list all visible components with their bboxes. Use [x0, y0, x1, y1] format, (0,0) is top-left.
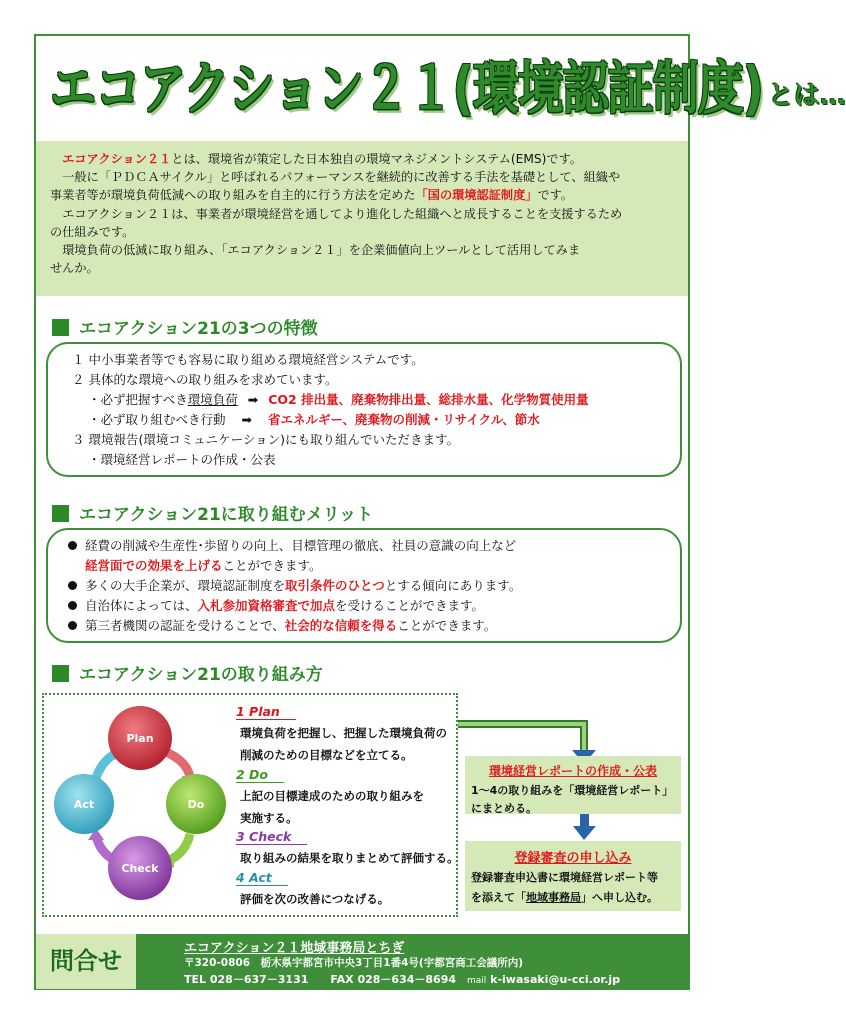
contact-org: エコアクション２１地域事務局とちぎ: [184, 941, 405, 956]
apply-text-2a: を添えて「: [471, 891, 526, 904]
merit-2-red: 取引条件のひとつ: [285, 578, 385, 593]
arrow-plan-do: [166, 752, 190, 778]
feature-2a-label: ・必ず把握すべき: [88, 392, 188, 407]
feature-2a-red: CO2 排出量、廃棄物排出量、総排水量、化学物質使用量: [268, 392, 589, 407]
merit-4-red: 社会的な信頼を得る: [284, 618, 398, 633]
apply-title: 登録審査の申し込み: [514, 851, 632, 866]
feature-2a: [72, 390, 680, 410]
step-do-text: [240, 785, 424, 829]
intro-p2a: 一般に「ＰＤＣＡサイクル」と呼ばれるパフォーマンスを継続的に改善する手法を基礎として、組織や: [62, 170, 621, 185]
step-act-text-1: 評価を次の改善につなげる。: [240, 892, 390, 906]
step-plan-text: [240, 722, 447, 766]
bullet-dot-icon: [68, 581, 77, 590]
section-features-heading: [52, 314, 318, 339]
merit-2-text-b: とする傾向にあります。: [384, 578, 522, 593]
merit-4-text-b: ことができます。: [397, 618, 497, 633]
intro-p1-text: とは、環境省が策定した日本独自の環境マネジメントシステム(EMS)です。: [171, 152, 582, 166]
report-title: 環境経営レポートの作成・公表: [488, 764, 657, 778]
section-howto-heading: [52, 660, 323, 685]
mail-label: mail: [467, 976, 487, 986]
feature-2: ２ 具体的な環境への取り組みを求めています。: [72, 372, 338, 387]
merit-2: [68, 576, 680, 596]
bullet-dot-icon: [68, 621, 77, 630]
step-act-text: [240, 888, 389, 910]
connector-line-inner: [458, 724, 584, 752]
section-features-title: エコアクション21の3つの特徴: [79, 319, 318, 339]
contact-address: 〒320-0806 栃木県宇都宮市中央3丁目1番4号(宇都宮商工会議所内): [184, 957, 524, 969]
intro-p2b-text: 事業者等が環境負荷低減への取り組みを自主的に行う方法を定めた: [50, 188, 416, 203]
report-text-1: 1～4の取り組みを「環境経営レポート」: [471, 784, 674, 797]
merit-1: [68, 536, 680, 556]
step-plan-text-2: 削減のための目標などを立てる。: [240, 748, 413, 762]
contact-email[interactable]: k-iwasaki@u-cci.or.jp: [490, 973, 621, 986]
merit-1b-text: ことができます。: [222, 558, 322, 573]
step-plan-text-1: 環境負荷を把握し、把握した環境負荷の: [240, 726, 447, 740]
bullet-dot-icon: [68, 601, 77, 610]
apply-text-2: [465, 888, 681, 908]
contact-tel-fax: [184, 971, 620, 987]
apply-box: [465, 841, 681, 911]
merit-4-text-a: 第三者機関の認証を受けることで、: [85, 618, 285, 633]
intro-p3b: の仕組みです。: [50, 224, 135, 239]
apply-text-2b: 」へ申し込む。: [581, 891, 658, 904]
merit-4: [68, 616, 680, 636]
step-plan-name: 1 Plan: [236, 704, 296, 720]
title-sub: とは…: [767, 81, 846, 111]
step-do-name: 2 Do: [236, 767, 284, 783]
intro-p4b: せんか。: [50, 261, 99, 276]
section-howto-title: エコアクション21の取り組み方: [79, 665, 323, 685]
intro-panel: [36, 141, 688, 296]
check-label: Check: [121, 862, 159, 875]
feature-2a-underline: 環境負荷: [187, 392, 238, 407]
report-box: [465, 756, 681, 814]
report-text-2: にまとめる。: [471, 802, 537, 815]
act-label: Act: [73, 798, 95, 811]
pdca-cycle-diagram: [48, 700, 238, 910]
merit-3-text-b: を受けることができます。: [335, 598, 485, 613]
title-main: エコアクション２１(環境認証制度): [50, 54, 763, 122]
page-title: [50, 48, 846, 128]
feature-1: １ 中小事業者等でも容易に取り組める環境経営システムです。: [72, 352, 424, 367]
intro-p2b: [50, 186, 674, 204]
step-do-text-2: 実施する。: [240, 811, 298, 825]
plan-label: Plan: [126, 732, 154, 745]
feature-2b-label: ・必ず取り組むべき行動: [88, 412, 226, 427]
feature-3a: ・環境経営レポートの作成・公表: [88, 452, 276, 467]
arrow-right-icon: ➡: [247, 392, 259, 407]
merit-3-red: 入札参加資格審査で加点: [197, 598, 336, 613]
square-bullet-icon: [52, 665, 69, 682]
merit-2-text-a: 多くの大手企業が、環境認証制度を: [85, 578, 286, 593]
square-bullet-icon: [52, 505, 69, 522]
intro-p4a: 環境負荷の低減に取り組み、「エコアクション２１」を企業価値向上ツールとして活用してみま: [62, 243, 581, 258]
intro-p3a: エコアクション２１は、事業者が環境経営を通してより進化した組織へと成長することを支援するため: [62, 206, 623, 221]
step-do-text-1: 上記の目標達成のための取り組みを: [240, 789, 424, 803]
merit-1-text: 経費の削減や生産性･歩留りの向上、目標管理の徹底、社員の意識の向上など: [85, 538, 517, 553]
down-arrow-icon: [573, 826, 596, 840]
contact-footer: [36, 934, 688, 989]
step-act-name: 4 Act: [236, 870, 288, 886]
feature-3: ３ 環境報告(環境コミュニケーション)にも取り組んでいただきます。: [72, 432, 459, 447]
contact-label: 問合せ: [36, 934, 136, 989]
square-bullet-icon: [52, 319, 69, 336]
contact-tel: TEL 028－637－3131 FAX 028－634－8694: [184, 973, 457, 986]
merits-box: [46, 528, 682, 643]
section-merits-title: エコアクション21に取り組むメリット: [79, 505, 374, 525]
merit-3: [68, 596, 680, 616]
step-check-text-1: 取り組みの結果を取りまとめて評価する。: [240, 851, 459, 865]
bullet-dot-icon: [68, 541, 77, 550]
merit-1b-red: 経営面での効果を上げる: [85, 558, 223, 573]
arrow-right-icon: ➡: [241, 412, 252, 427]
intro-p2c-text: です。: [537, 188, 574, 203]
step-check-text: [240, 847, 459, 869]
section-merits-heading: [52, 500, 373, 525]
merit-1b: [68, 556, 680, 576]
intro-p1: [50, 150, 674, 168]
merit-3-text-a: 自治体によっては、: [85, 598, 198, 613]
features-box: [46, 342, 682, 477]
connector-line: [458, 724, 584, 752]
do-label: Do: [187, 798, 205, 811]
intro-national-cert-red: 「国の環境認証制度」: [415, 188, 538, 203]
apply-text-1: 登録審査申込書に環境経営レポート等: [471, 871, 658, 884]
step-check-name: 3 Check: [236, 829, 307, 845]
feature-2b-red: 省エネルギー、廃棄物の削減・リサイクル、節水: [267, 412, 540, 427]
intro-ea21-red: エコアクション２１: [62, 152, 172, 166]
apply-text-2-underline: 地域事務局: [526, 891, 581, 904]
feature-2b: [72, 410, 680, 430]
